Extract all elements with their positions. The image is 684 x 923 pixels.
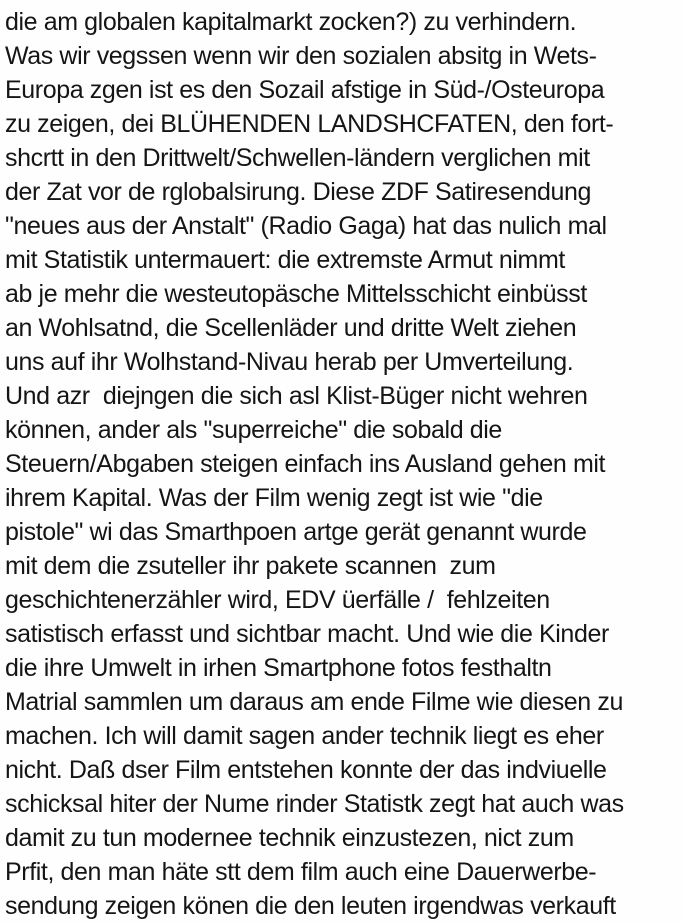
- text-line: ihrem Kapital. Was der Film wenig zegt ist wie "die: [5, 484, 543, 512]
- text-line: satistisch erfasst und sichtbar macht. Und wie die Kinder: [5, 620, 609, 648]
- text-line: uns auf ihr Wolhstand-Nivau herab per Umverteilung.: [5, 348, 574, 376]
- text-line: schicksal hiter der Nume rinder Statistk zegt hat auch was: [5, 790, 624, 818]
- text-line: Prfit, den man häte stt dem film auch eine Dauerwerbe-: [5, 858, 597, 886]
- text-line: der Zat vor de rglobalsirung. Diese ZDF Satiresendung: [5, 178, 592, 206]
- text-line: zu zeigen, dei BLÜHENDEN LANDSHCFATEN, den fort-: [5, 110, 614, 138]
- text-line: Matrial sammlen um daraus am ende Filme wie diesen zu: [5, 688, 623, 716]
- text-content: [5, 5, 684, 923]
- text-line: die am globalen kapitalmarkt zocken?) zu verhindern.: [5, 8, 577, 36]
- text-line: machen. Ich will damit sagen ander technik liegt es eher: [5, 722, 604, 750]
- text-line: sendung zeigen könen die den leuten irgendwas verkauft: [5, 892, 616, 920]
- text-line: Und azr diejngen die sich asl Klist-Büger nicht wehren: [5, 382, 588, 410]
- text-line: mit dem die zsuteller ihr pakete scannen zum: [5, 552, 496, 580]
- text-line: die ihre Umwelt in irhen Smartphone fotos festhaltn: [5, 654, 552, 682]
- text-line: Europa zgen ist es den Sozail afstige in Süd-/Osteuropa: [5, 76, 605, 104]
- text-line: Steuern/Abgaben steigen einfach ins Ausland gehen mit: [5, 450, 606, 478]
- text-line: nicht. Daß dser Film entstehen konnte der das indviuelle: [5, 756, 607, 784]
- text-line: mit Statistik untermauert: die extremste Armut nimmt: [5, 246, 565, 274]
- text-line: pistole" wi das Smarthpoen artge gerät genannt wurde: [5, 518, 587, 546]
- text-line: an Wohlsatnd, die Scellenläder und dritte Welt ziehen: [5, 314, 577, 342]
- text-line: shcrtt in den Drittwelt/Schwellen-ländern verglichen mit: [5, 144, 590, 172]
- text-line: "neues aus der Anstalt" (Radio Gaga) hat das nulich mal: [5, 212, 607, 240]
- text-line: Was wir vegssen wenn wir den sozialen absitg in Wets-: [5, 42, 597, 70]
- text-line: geschichtenerzähler wird, EDV üerfälle / fehlzeiten: [5, 586, 550, 614]
- text-line: können, ander als "superreiche" die sobald die: [5, 416, 502, 444]
- text-line: ab je mehr die westeutopäsche Mittelsschicht einbüsst: [5, 280, 587, 308]
- text-line: damit zu tun modernee technik einzustezen, nict zum: [5, 824, 574, 852]
